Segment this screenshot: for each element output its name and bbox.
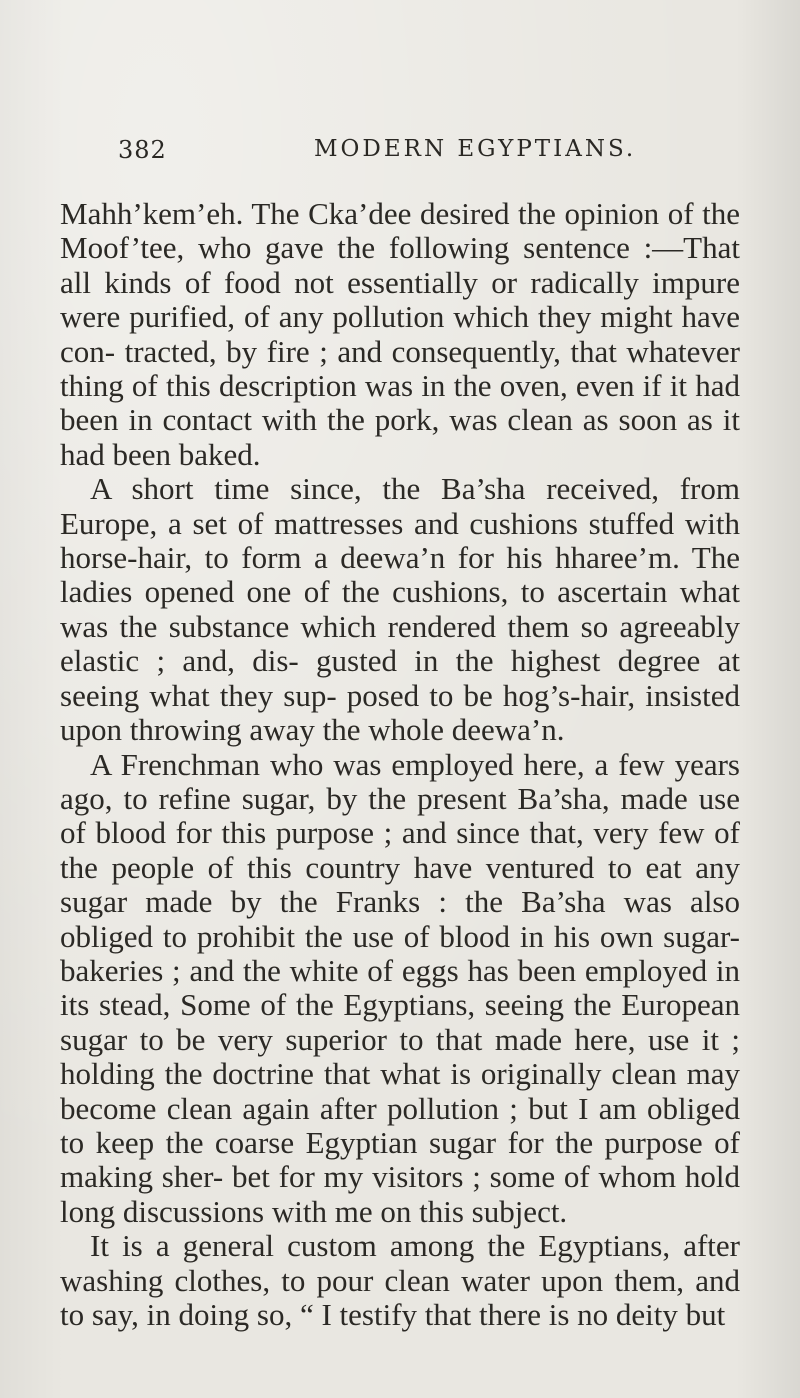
- body-text: [60, 197, 740, 1332]
- paragraph-2: A short time since, the Ba’sha received, from Europe, a set of mattresses and cushions stuffed with horse-hair, to form a deewa’n for his hharee’m. The ladies opened one of the cushions, to ascertain what was the substance which rendered them so agreeably elastic ; and, dis- gusted in the highest degree at seeing what they sup- posed to be hog’s-hair, insisted upon throwing away the whole deewa’n.: [60, 471, 740, 748]
- page-number: 382: [118, 136, 167, 164]
- paragraph-3: A Frenchman who was employed here, a few years ago, to refine sugar, by the present Ba’sha, made use of blood for this purpose ; and since that, very few of the people of this country have ventured to eat any sugar made by the Franks : the Ba’sha was also obliged to prohibit the use of blood in his own sugar-bakeries ; and the white of eggs has been employed in its stead, Some of the Egyptians, seeing the European sugar to be very superior to that made here, use it ; holding the doctrine that what is originally clean may become clean again after pollution ; but I am obliged to keep the coarse Egyptian sugar for the purpose of making sher- bet for my visitors ; some of whom hold long discussions with me on this subject.: [60, 746, 740, 1229]
- page-header: [118, 136, 678, 176]
- paragraph-1: Mahh’kem’eh. The Cka’dee desired the opinion of the Moof’tee, who gave the following sentence :—That all kinds of food not essentially or radically impure were purified, of any pollution which they might have con- tracted, by fire ; and consequently, that whatever thing of this description was in the oven, even if it had been in contact with the pork, was clean as soon as it had been baked.: [60, 196, 740, 472]
- running-title: MODERN EGYPTIANS.: [314, 136, 637, 162]
- paragraph-4: It is a general custom among the Egyptians, after washing clothes, to pour clean water upon them, and to say, in doing so, “ I testify that there is no deity but: [60, 1228, 740, 1332]
